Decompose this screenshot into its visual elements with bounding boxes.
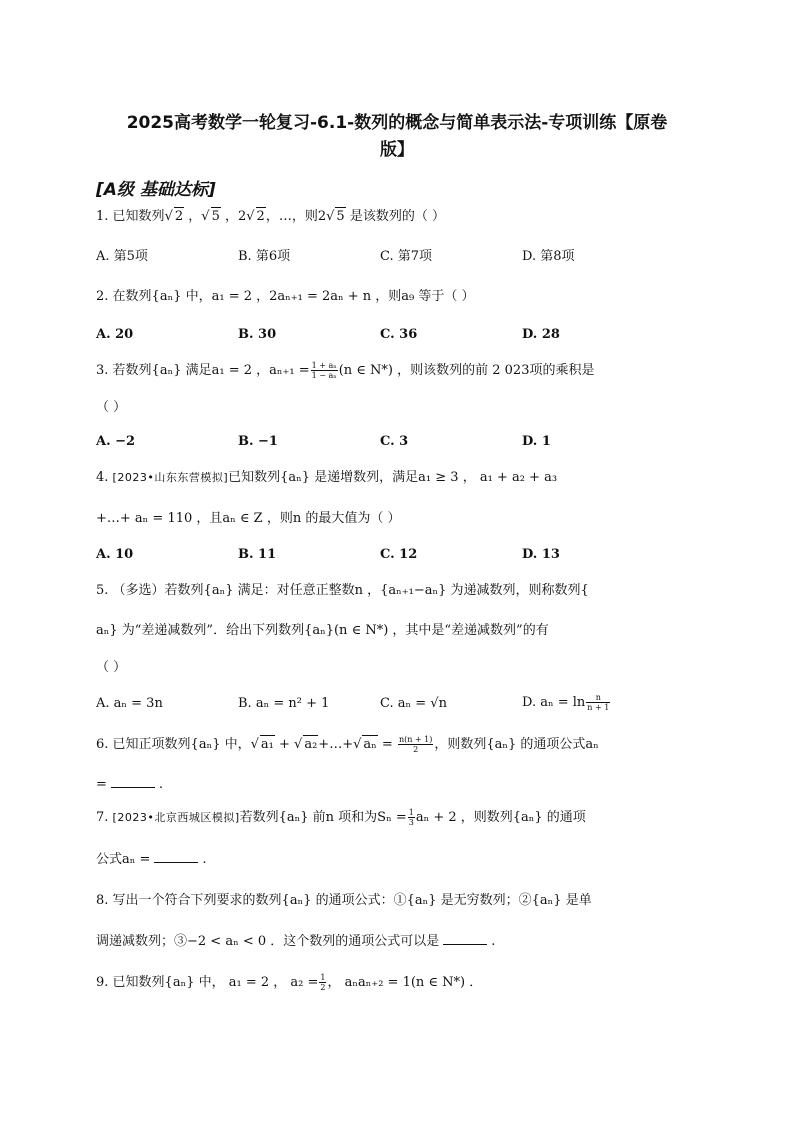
q1-option-b: B. 第6项	[238, 249, 291, 264]
q2-option-b: B. 30	[238, 327, 277, 342]
q1-option-a: A. 第5项	[96, 249, 148, 264]
question-text: 写出一个符合下列要求的数列{aₙ} 的通项公式：①{aₙ} 是无穷数列；②{aₙ} 是单	[112, 893, 592, 908]
question-9	[96, 973, 482, 992]
question-text: 已知数列	[112, 209, 165, 224]
answer-blank[interactable]	[154, 850, 198, 863]
source-tag: [2023•山东东营模拟]	[112, 471, 229, 484]
question-5-line-3: （ ）	[96, 660, 127, 675]
question-4	[96, 469, 557, 487]
question-number: 9.	[96, 975, 109, 990]
q4-option-c: C. 12	[380, 547, 418, 562]
question-text: 公式aₙ =	[96, 852, 151, 867]
question-text: .	[491, 934, 496, 949]
question-3-continued: （ ）	[96, 400, 127, 415]
question-text: =	[96, 777, 107, 792]
question-number: 6.	[96, 737, 109, 752]
section-heading: [A级 基础达标]	[96, 180, 216, 200]
q1-option-c: C. 第7项	[380, 249, 433, 264]
question-text: 调递减数列；③−2 < aₙ < 0 ．这个数列的通项公式可以是	[96, 934, 440, 949]
question-7-continued	[96, 850, 207, 869]
question-6: 6. 已知正项数列{aₙ} 中，√ a₁ + √ a₂+…+√ aₙ = $\frac{n(n + 1)}{2}$ ，则数列{aₙ} 的通项公式aₙ	[96, 735, 599, 754]
question-number: 8.	[96, 893, 109, 908]
question-number: 3.	[96, 363, 109, 378]
question-text: 若数列{aₙ} 前n 项和为Sₙ =	[239, 810, 407, 825]
sqrt-value: 2	[174, 209, 184, 224]
answer-blank[interactable]	[111, 775, 155, 788]
q4-option-a: A. 10	[96, 547, 134, 562]
fraction-denominator: 1 − aₙ	[311, 371, 337, 380]
sqrt-value: 5	[211, 209, 220, 224]
fraction	[408, 808, 415, 827]
q3-option-c: C. 3	[380, 434, 409, 449]
title-line-2: 版】	[380, 140, 414, 160]
q2-option-c: C. 36	[380, 327, 418, 342]
sqrt-value: a₂	[304, 737, 318, 752]
question-text: ， aₙaₙ₊₂ = 1(n ∈ N*) ．	[327, 975, 483, 990]
fraction-denominator: n + 1	[587, 703, 610, 712]
q2-option-a: A. 20	[96, 327, 134, 342]
question-3	[96, 361, 594, 380]
question-text: =	[377, 737, 397, 752]
q5-option-c: C. aₙ = √n	[380, 696, 447, 711]
question-text: 是该数列的（ ）	[349, 209, 445, 224]
q3-option-b: B. −1	[238, 434, 278, 449]
question-text: ，则数列{aₙ} 的通项公式aₙ	[434, 737, 599, 752]
question-4-continued: +…+ aₙ = 110 ，且aₙ ∈ Z ，则n 的最大值为（ ）	[96, 511, 401, 526]
sqrt-value: a₁	[260, 737, 274, 752]
fraction-numerator: n	[586, 693, 610, 703]
question-6-continued	[96, 775, 163, 794]
answer-blank[interactable]	[443, 932, 487, 945]
question-8-continued	[96, 932, 495, 951]
title-line-1: 2025高考数学一轮复习-6.1-数列的概念与简单表示法-专项训练【原卷	[126, 113, 668, 133]
question-text: （多选）若数列{aₙ} 满足：对任意正整数n ，{aₙ₊₁−aₙ} 为递减数列，则称数列{	[112, 583, 589, 598]
q5-option-d	[522, 693, 611, 712]
q4-option-d: D. 13	[522, 547, 560, 562]
question-text: .	[158, 777, 164, 792]
fraction-numerator: 1	[408, 808, 414, 817]
question-5-line-2: aₙ} 为“差递减数列”．给出下列数列{aₙ}(n ∈ N*) ，其中是“差递减数列”的有	[96, 623, 549, 638]
q3-option-d: D. 1	[522, 434, 551, 449]
fraction	[398, 735, 433, 754]
sqrt-value: aₙ	[363, 737, 377, 752]
fraction	[311, 361, 338, 380]
fraction-numerator: 1	[320, 973, 326, 982]
question-text: ，…，则	[265, 209, 318, 224]
q1-option-d: D. 第8项	[522, 249, 575, 264]
q2-option-d: D. 28	[522, 327, 560, 342]
question-1: 1. 已知数列√ 2 ，√ 5 ，2√ 2，…，则2√ 5 是该数列的（ ）	[96, 209, 445, 224]
fraction-denominator: 2	[320, 983, 326, 992]
source-tag: [2023•北京西城区模拟]	[112, 811, 240, 824]
question-number: 5.	[96, 583, 109, 598]
question-text: 在数列{aₙ} 中，a₁ = 2 ，2aₙ₊₁ = 2aₙ + n ，则a₉ 等于（ ）	[112, 289, 475, 304]
question-text: 若数列{aₙ} 满足a₁ = 2 ，aₙ₊₁ =	[112, 363, 310, 378]
question-text: +…+	[318, 737, 354, 752]
question-5	[96, 582, 589, 600]
question-number: 7.	[96, 810, 109, 825]
question-number: 4.	[96, 470, 109, 485]
document-title	[96, 110, 698, 164]
fraction-denominator: 3	[408, 818, 414, 827]
q5-option-b: B. aₙ = n² + 1	[238, 696, 330, 711]
fraction-numerator: n(n + 1)	[398, 735, 433, 744]
question-text: .	[202, 852, 207, 867]
question-number: 2.	[96, 289, 109, 304]
question-8	[96, 892, 592, 910]
q3-option-a: A. −2	[96, 434, 136, 449]
sqrt-value: 2	[256, 209, 265, 224]
fraction-numerator: 1 + aₙ	[311, 361, 337, 370]
question-text: 已知数列{aₙ} 是递增数列，满足a₁ ≥ 3 ， a₁ + a₂ + a₃	[228, 470, 558, 485]
fraction	[319, 973, 326, 992]
question-text: 已知正项数列{aₙ} 中，	[112, 737, 251, 752]
question-2	[96, 288, 475, 306]
q4-option-b: B. 11	[238, 547, 277, 562]
question-number: 1.	[96, 209, 109, 224]
question-text: (n ∈ N*) ，则该数列的前 2 023项的乘积是	[338, 363, 595, 378]
fraction	[586, 693, 610, 712]
option-text: D. aₙ = ln	[522, 695, 586, 710]
question-7	[96, 808, 586, 827]
fraction-denominator: 2	[413, 745, 419, 754]
sqrt-value: 5	[336, 209, 345, 224]
question-text: 已知数列{aₙ} 中， a₁ = 2 ， a₂ =	[112, 975, 319, 990]
q5-option-a: A. aₙ = 3n	[96, 696, 163, 711]
question-text: aₙ + 2 ，则数列{aₙ} 的通项	[415, 810, 586, 825]
